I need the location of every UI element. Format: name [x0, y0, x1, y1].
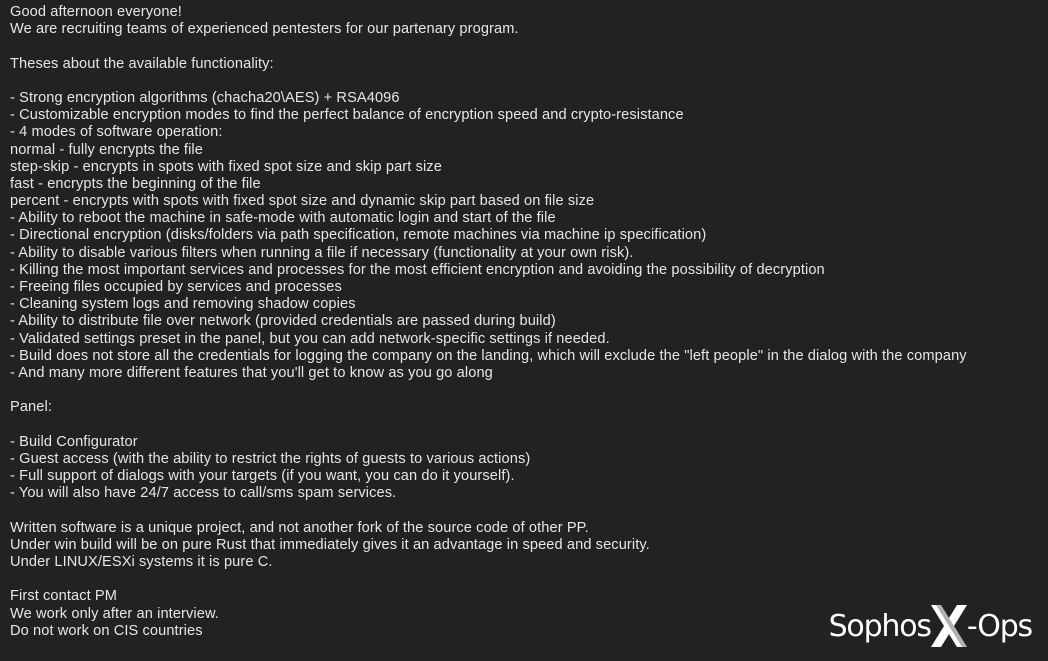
post-line: Under LINUX/ESXi systems it is pure C.	[10, 554, 273, 570]
sophos-xops-watermark	[829, 603, 1032, 649]
post-line: - Freeing files occupied by services and processes	[10, 279, 342, 295]
post-line: - Guest access (with the ability to restrict the rights of guests to various actions)	[10, 450, 531, 467]
post-line: Under win build will be on pure Rust that immediately gives it an advantage in speed and security.	[10, 536, 650, 553]
watermark-suffix: -Ops	[966, 608, 1032, 644]
post-line: - You will also have 24/7 access to call/sms spam services.	[10, 485, 397, 502]
post-line: - Full support of dialogs with your targets (if you want, you can do it yourself).	[10, 468, 515, 485]
post-line: - Validated settings preset in the panel, but you can add network-specific settings if needed.	[10, 330, 610, 347]
post-line: - Ability to distribute file over network (provided credentials are passed during build)	[10, 313, 556, 330]
post-line: Do not work on CIS countries	[10, 622, 203, 639]
post-line: percent - encrypts with spots with fixed spot size and dynamic skip part based on file size	[10, 193, 595, 210]
blank-line	[10, 382, 1040, 399]
post-line: - Build does not store all the credentials for logging the company on the landing, which will exclude the "left people" in the dialog with the company	[10, 347, 967, 364]
post-line: - Strong encryption algorithms (chacha20\AES) + RSA4096	[10, 89, 400, 106]
blank-line	[10, 73, 1040, 90]
post-line: - Build Configurator	[10, 433, 138, 450]
post-line: - Cleaning system logs and removing shadow copies	[10, 296, 356, 313]
blank-line	[10, 38, 1040, 55]
post-line: Written software is a unique project, and not another fork of the source code of other PP.	[10, 519, 589, 536]
post-line: normal - fully encrypts the file	[10, 141, 203, 158]
post-line: Panel:	[10, 399, 52, 416]
post-line: We are recruiting teams of experienced pentesters for our partenary program.	[10, 21, 519, 38]
post-line: We work only after an interview.	[10, 605, 219, 622]
x-logo-icon	[929, 603, 969, 649]
post-line: fast - encrypts the beginning of the file	[10, 175, 261, 192]
post-line: Good afternoon everyone!	[10, 4, 182, 20]
post-line: Theses about the available functionality:	[10, 55, 274, 72]
blank-line	[10, 571, 1040, 588]
post-line: - Killing the most important services and processes for the most efficient encryption and avoiding the possibility of decryption	[10, 261, 825, 278]
forum-post-body	[10, 4, 1040, 640]
post-line: - Customizable encryption modes to find the perfect balance of encryption speed and crypto-resistance	[10, 107, 684, 124]
watermark-brand: Sophos	[828, 608, 931, 644]
post-line: - Ability to disable various filters when running a file if necessary (functionality at your own risk).	[10, 244, 634, 261]
post-line: - Ability to reboot the machine in safe-mode with automatic login and start of the file	[10, 210, 556, 227]
post-line: - Directional encryption (disks/folders via path specification, remote machines via machine ip specification)	[10, 227, 707, 244]
blank-line	[10, 502, 1040, 519]
blank-line	[10, 417, 1040, 434]
post-line: - 4 modes of software operation:	[10, 124, 223, 141]
post-line: First contact PM	[10, 588, 118, 605]
post-line: step-skip - encrypts in spots with fixed spot size and skip part size	[10, 158, 442, 175]
post-line: - And many more different features that you'll get to know as you go along	[10, 364, 493, 381]
